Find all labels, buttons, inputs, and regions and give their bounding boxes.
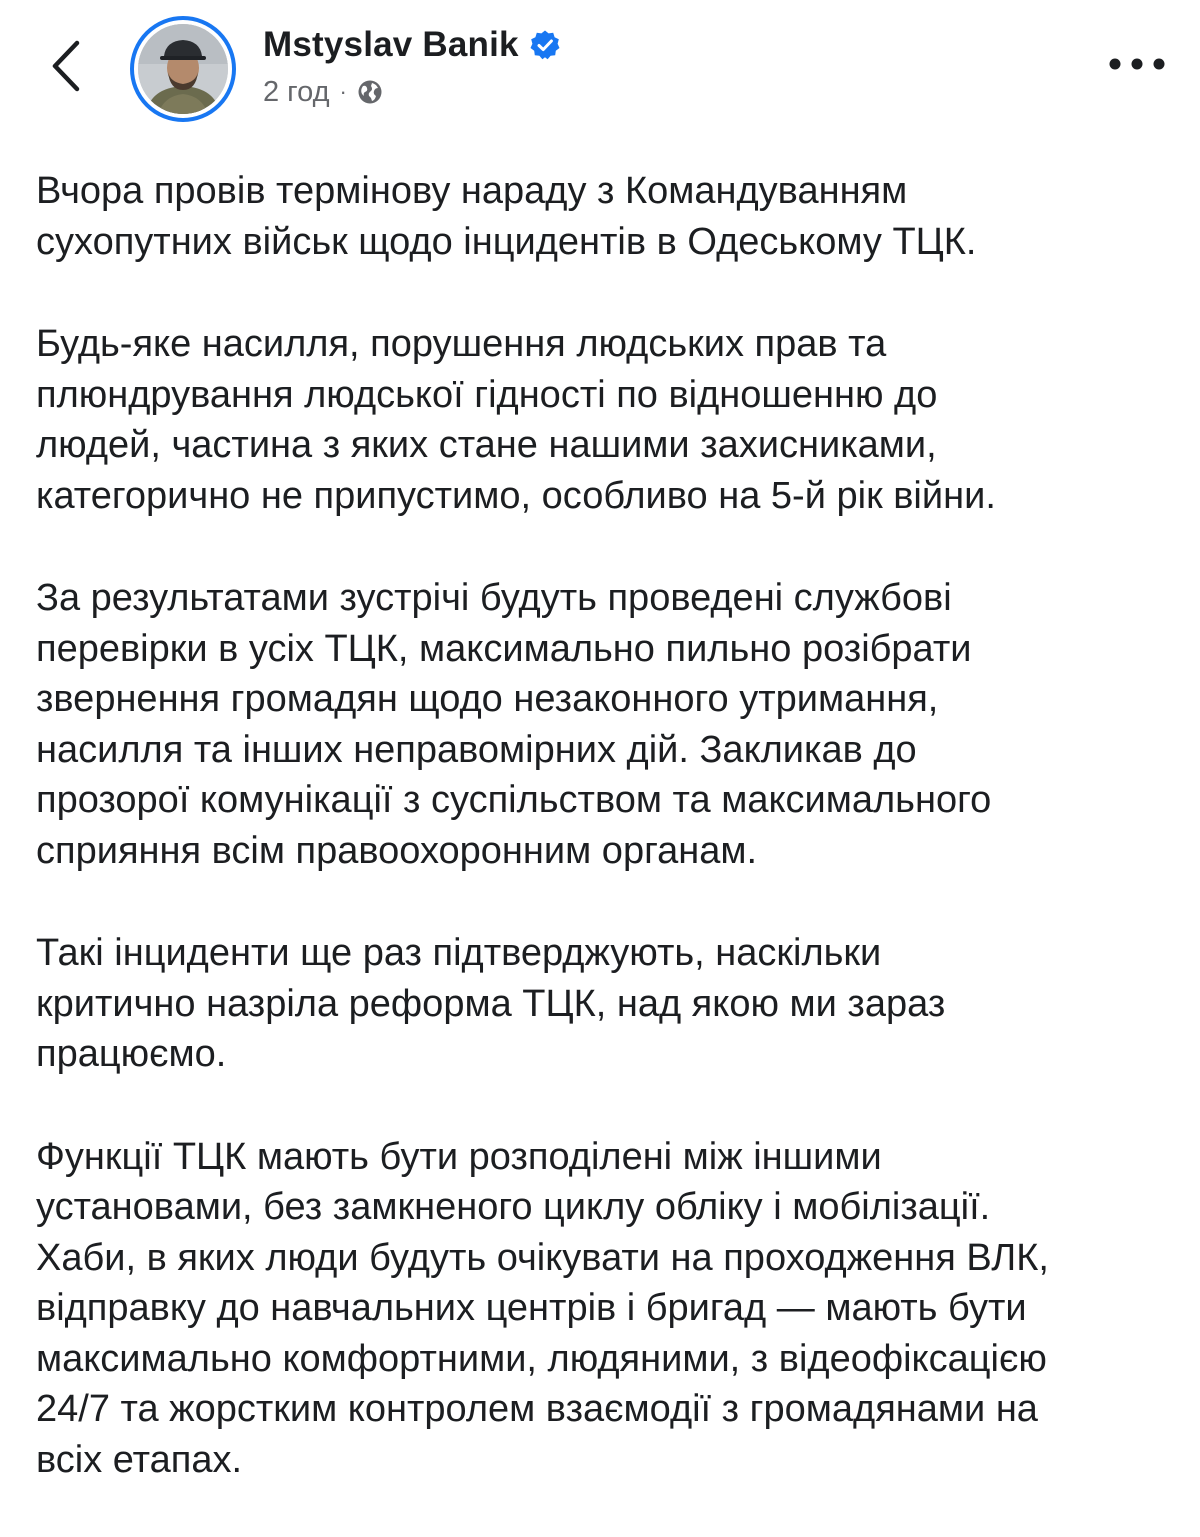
author-name[interactable]: Mstyslav Banik (263, 25, 519, 64)
post-paragraph-1: Вчора провів термінову нараду з Командуванням сухопутних військ щодо інцидентів в Одеському ТЦК. (36, 170, 977, 263)
chevron-left-icon (49, 39, 83, 93)
author-row (263, 20, 561, 70)
post-meta (263, 72, 383, 112)
post-text (36, 166, 1186, 1537)
post-paragraph-2: Будь-яке насилля, порушення людських прав та плюндрування людської гідності по відношенню до людей, частина з яких стане нашими захисниками, категорично не припустимо, особливо на 5-й рік війни. (36, 323, 996, 517)
more-options-button[interactable] (1104, 44, 1170, 84)
post-time[interactable]: 2 год (263, 75, 330, 108)
avatar-story-ring[interactable] (130, 16, 236, 122)
avatar[interactable] (138, 24, 228, 114)
back-button[interactable] (36, 32, 96, 100)
globe-icon[interactable] (357, 79, 383, 105)
post-paragraph-4: Такі інциденти ще раз підтверджують, наскільки критично назріла реформа ТЦК, над якою ми зараз працюємо. (36, 932, 946, 1075)
post-paragraph-5: Функції ТЦК мають бути розподілені між іншими установами, без замкненого циклу обліку і мобілізації. Хаби, в яких люди будуть очікувати на проходження ВЛК, відправку до навчальних центрів і бригад — мають бути максимально комфортними, людяними, з відеофіксацією 24/7 та жорстким контролем взаємодії з громадянами на всіх етапах. (36, 1135, 1049, 1481)
meta-separator: · (339, 79, 347, 104)
post-paragraph-3: За результатами зустрічі будуть проведені службові перевірки в усіх ТЦК, максимально пильно розібрати звернення громадян щодо незаконного утримання, насилля та інших неправомірних дій. Закликав до прозорої комунікації з суспільством та максимального сприяння всім правоохоронним органам. (36, 577, 992, 872)
more-options-icon (1107, 57, 1167, 71)
verified-badge-icon (529, 29, 561, 61)
post-header (0, 0, 1200, 140)
